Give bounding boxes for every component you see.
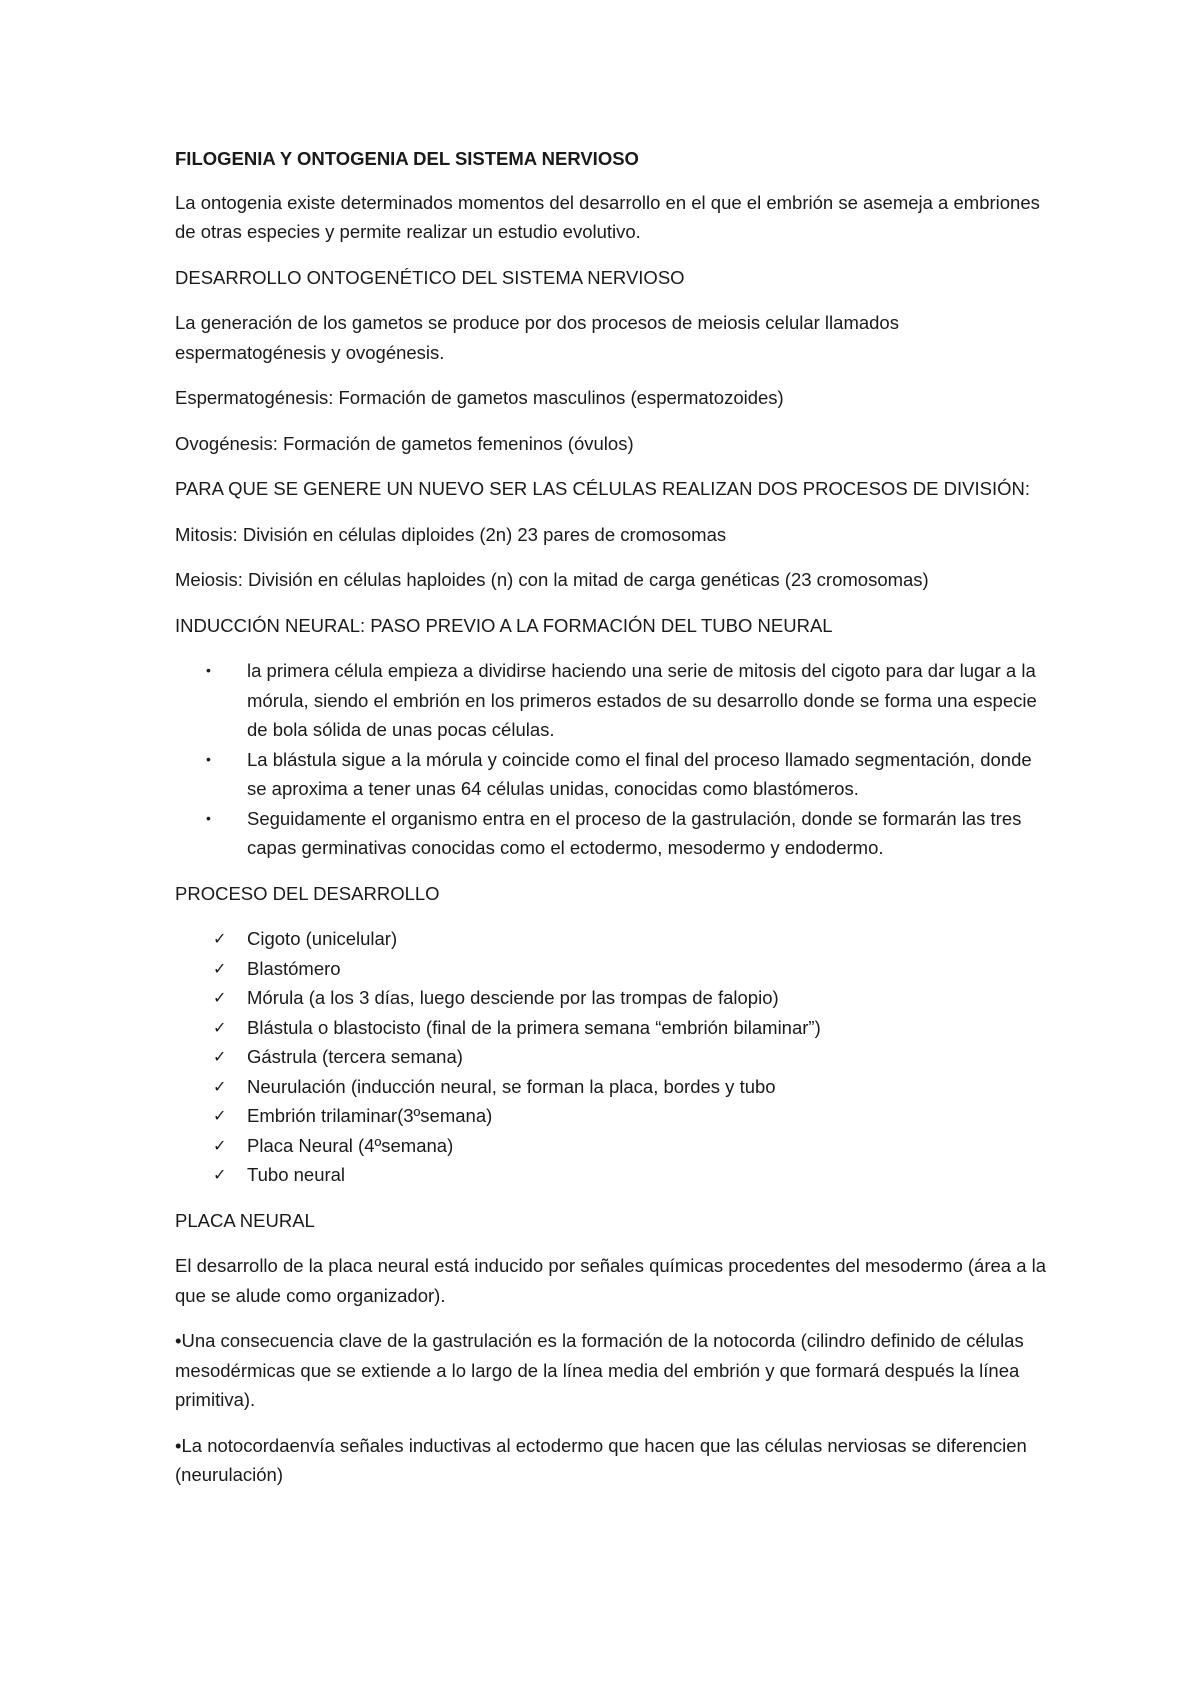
checklist-item-text: Neurulación (inducción neural, se forman la placa, bordes y tubo [247,1075,776,1097]
bullet-icon: • [206,662,211,678]
checkmark-icon: ✓ [213,988,227,1007]
list-item-text: la primera célula empieza a dividirse haciendo una serie de mitosis del cigoto para dar lugar a la mórula, siendo el embrión en los primeros estados de su desarrollo donde se forma una especie de bola sólida de unas pocas células. [247,660,1037,740]
bullet-list [175,656,1055,863]
checklist-item-text: Embrión trilaminar(3ºsemana) [247,1105,493,1126]
checklist-item [175,1101,1055,1131]
section-heading-division: PARA QUE SE GENERE UN NUEVO SER LAS CÉLULAS REALIZAN DOS PROCESOS DE DIVISIÓN: [175,478,1030,499]
bullet-icon: • [206,809,211,826]
paragraph-meiosis: Meiosis: División en células haploides (n) con la mitad de carga genéticas (23 cromosomas) [175,569,929,590]
checklist-item-text: Cigoto (unicelular) [247,928,398,949]
checklist-item [175,983,1055,1013]
paragraph-placa-neural: El desarrollo de la placa neural está inducido por señales químicas procedentes del mesodermo (área a la que se alude como organizador). [175,1255,1047,1306]
checkmark-icon: ✓ [213,929,227,948]
paragraph-senales: •La notocordaenvía señales inductivas al ectodermo que hacen que las células nerviosas se diferencien (neurulación) [175,1434,1027,1485]
list-item [175,745,1055,804]
section-heading-induccion: INDUCCIÓN NEURAL: PASO PREVIO A LA FORMACIÓN DEL TUBO NEURAL [175,614,833,636]
checklist-item-text: Tubo neural [247,1164,346,1185]
checklist-item [175,1160,1055,1190]
list-item [175,804,1055,863]
paragraph-espermatogenesis: Espermatogénesis: Formación de gametos masculinos (espermatozoides) [175,387,784,408]
checkmark-icon: ✓ [213,1165,227,1184]
list-item [175,656,1055,745]
paragraph-mitosis: Mitosis: División en células diploides (2n) 23 pares de cromosomas [175,523,727,545]
paragraph-notocorda: •Una consecuencia clave de la gastrulación es la formación de la notocorda (cilindro definido de células mesodérmicas que se extiende a lo largo de la línea media del embrión y que formará después la línea primitiva). [175,1330,1024,1410]
checkmark-icon: ✓ [213,1017,227,1037]
checkmark-icon: ✓ [213,1076,227,1096]
list-item-text: La blástula sigue a la mórula y coincide como el final del proceso llamado segmentación, donde se aproxima a tener unas 64 células unidas, conocidas como blastómeros. [247,748,1032,799]
checklist-item-text: Blástula o blastocisto (final de la primera semana “embrión bilaminar”) [247,1016,821,1038]
bullet-icon: • [206,750,211,767]
checklist-item-text: Mórula (a los 3 días, luego desciende por las trompas de falopio) [247,987,779,1008]
checklist-item-text: Gástrula (tercera semana) [247,1046,463,1067]
checklist-item [175,1072,1055,1102]
section-heading-proceso: PROCESO DEL DESARROLLO [175,882,440,904]
section-heading-desarrollo: DESARROLLO ONTOGENÉTICO DEL SISTEMA NERVIOSO [175,266,685,288]
checklist [175,924,1055,1190]
document-title: FILOGENIA Y ONTOGENIA DEL SISTEMA NERVIOSO [175,148,639,169]
document-body [175,144,1055,1506]
checkmark-icon: ✓ [213,1047,227,1066]
checklist-item-text: Placa Neural (4ºsemana) [247,1134,454,1156]
checkmark-icon: ✓ [213,1135,227,1155]
checklist-item [175,924,1055,954]
paragraph-ovogenesis: Ovogénesis: Formación de gametos femeninos (óvulos) [175,432,634,454]
checklist-item [175,954,1055,984]
checkmark-icon: ✓ [213,1106,227,1125]
list-item-text: Seguidamente el organismo entra en el proceso de la gastrulación, donde se formarán las tres capas germinativas conocidas como el ectodermo, mesodermo y endodermo. [247,807,1022,858]
checklist-item-text: Blastómero [247,957,341,979]
checklist-item [175,1131,1055,1161]
checklist-item [175,1013,1055,1043]
paragraph-gametos: La generación de los gametos se produce por dos procesos de meiosis celular llamados espermatogénesis y ovogénesis. [175,312,899,363]
intro-paragraph: La ontogenia existe determinados momentos del desarrollo en el que el embrión se asemeja a embriones de otras especies y permite realizar un estudio evolutivo. [175,191,1040,242]
section-heading-placa-neural: PLACA NEURAL [175,1209,315,1231]
checklist-item [175,1042,1055,1072]
checkmark-icon: ✓ [213,958,227,978]
